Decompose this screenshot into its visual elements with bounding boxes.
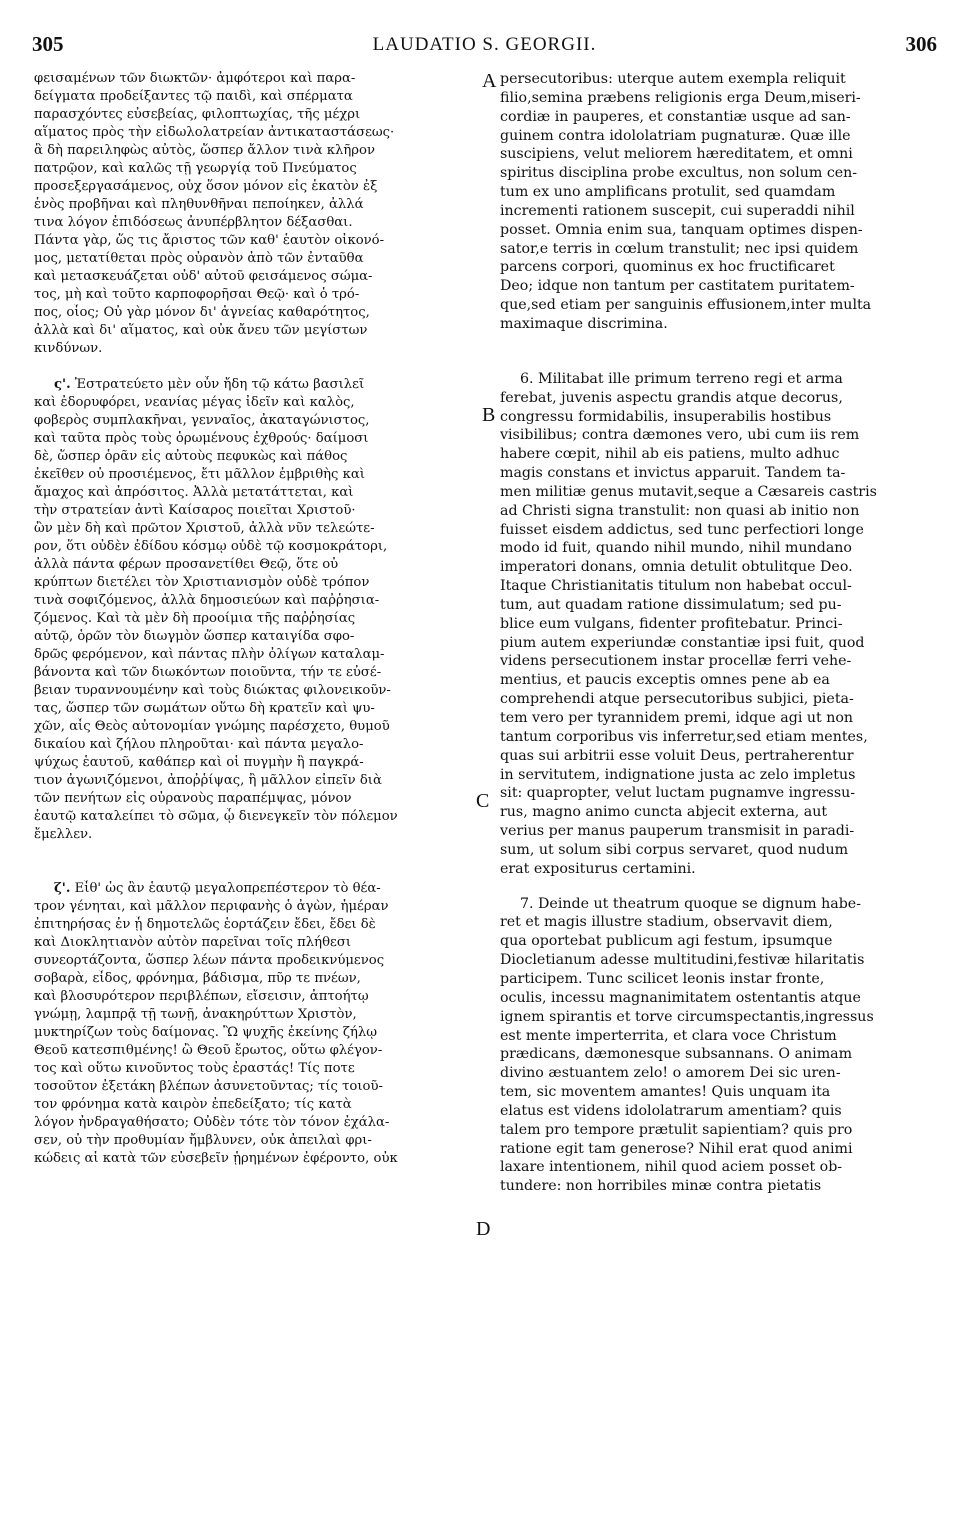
text-line: δείγματα προδείξαντες τῷ παιδὶ, καὶ σπέρματα [34,89,353,104]
text-line: τρον γένηται, καὶ μᾶλλον περιφανὴς ὁ ἀγὼν, ἡμέραν [34,899,389,914]
text-line: tem, sic moventem amantes! Quis unquam ita [500,1084,831,1101]
greek-paragraph-6 [34,376,489,844]
text-line: σεν, οὐ τὴν προθυμίαν ἤμβλυνεν, οὐκ ἀπειλαὶ φρι- [34,1133,372,1148]
latin-paragraph-7 [500,895,940,1197]
text-line: cordiæ in pauperes, et constantiæ usque ad san- [500,108,851,125]
section-number: ζ'. [54,881,71,896]
text-line: προσεξεργασάμενος, οὐχ ὅσον μόνον εἰς ἑκατὸν ἐξ [34,179,378,194]
text-line: τον φρόνημα κατὰ καιρὸν ἐπεδείξατο; τίς κατὰ [34,1097,352,1112]
text-line: ignem spirantis et torve circumspectantis,ingressus [500,1008,874,1025]
right-page-number: 306 [905,32,937,56]
greek-paragraph-1 [34,70,489,358]
text-line: sator,e terris in cœlum transtulit; nec ipsi quidem [500,240,859,257]
text-line: βειαν τυραννουμένην καὶ τοὺς διώκτας φιλονεικοῦν- [34,683,391,698]
text-line: sum, ut solum sibi corpus servaret, quod nudum [500,841,849,858]
text-line: συνεορτάζοντα, ὥσπερ λέων πάντα προδεικνύμενος [34,953,385,968]
text-line: φοβερὸς συμπλακῆναι, γενναῖος, ἀκαταγώνιστος, [34,413,370,428]
text-line: κώδεις αἱ κατὰ τῶν εὐσεβεῖν ᾑρημένων ἐφέροντο, οὐκ [34,1151,398,1166]
text-line [34,880,489,898]
text-line: ἀλλὰ πάντα φέρων προσανετίθει Θεῷ, ὅτε οὐ [34,557,339,572]
text-line: rus, magno animo cuncta abjecit externa, aut [500,804,828,821]
text-line: tantum corporibus vis inferretur,sed etiam mentes, [500,728,868,745]
text-line: ἄμαχος καὶ ἀπρόσιτος. Ἀλλὰ μετατάττεται, καὶ [34,485,354,500]
text-line: tundere: non horribiles minæ contra pietatis [500,1178,822,1195]
text-line: oculis, incessu magnanimitatem ostentantis atque [500,989,861,1006]
text-line: talem pro tempore prætulit sapientiam? quis pro [500,1121,853,1138]
text-line: ὢν μὲν δὴ καὶ πρῶτον Χριστοῦ, ἀλλὰ νῦν τελεώτε- [34,521,375,536]
section-number: ς'. [54,377,71,392]
text-line-content: Εἶθ' ὡς ἂν ἑαυτῷ μεγαλοπρεπέστερον τὸ θέα- [74,881,381,896]
text-line: prædicans, dæmonesque subsannans. O animam [500,1046,853,1063]
text-line: laxare intentionem, nihil quod aciem posset ob- [500,1159,843,1176]
text-line: μος, μετατίθεται πρὸς οὐρανὸν ἀπὸ τῶν ἐνταῦθα [34,251,364,266]
text-line: βάνοντα καὶ τῶν διωκόντων ποιοῦντα, τήν τε εὐσέ- [34,665,382,680]
text-line: tum, aut quadam ratione dissimulatum; sed pu- [500,596,842,613]
text-line: τινὰ σοφιζόμενος, ἀλλὰ δημοσιεύων καὶ παῤῥησια- [34,593,380,608]
text-line: fuisset eisdem addictus, sed tunc perfectiori longe [500,521,864,538]
text-line: sit: quapropter, velut luctam pugnamve ingressu- [500,785,856,802]
text-line-content: Ἐστρατεύετο μὲν οὖν ἤδη τῷ κάτω βασιλεῖ [74,377,365,392]
text-line: ζόμενος. Καὶ τὰ μὲν δὴ προοίμια τῆς παῤῥησίας [34,611,356,626]
text-line: αἵματος πρὸς τὴν εἰδωλολατρείαν ἀντικαταστάσεως· [34,125,395,140]
text-line: τινα λόγον ἐπιδόσεως ἀνυπέρβλητον δέξασθαι. [34,215,353,230]
text-line: mentius, et paucis exceptis omnes pene ab ea [500,672,830,689]
text-line: incrementi rationem suscepit, cui superaddi nihil [500,202,855,219]
running-title: LAUDATIO S. GEORGII. [372,34,597,55]
text-line: λόγον ἠνδραγαθήσατο; Οὐδὲν τότε τὸν τόνον ἐχάλα- [34,1115,390,1130]
text-line: ferebat, juvenis aspectu grandis atque decorus, [500,389,843,406]
text-line: comprehendi atque persecutoribus subjici, pieta- [500,691,854,708]
text-line: Πάντα γὰρ, ὥς τις ἄριστος τῶν καθ' ἑαυτὸν οἰκονό- [34,233,385,248]
greek-column [34,70,489,1168]
text-line: ἃ δὴ παρειληφὼς αὐτὸς, ὥσπερ ἄλλον τινὰ κλῆρον [34,143,375,158]
text-line: in servitutem, indignatione justa ac zelo impletus [500,766,856,783]
text-line: καὶ Διοκλητιανὸν αὐτὸν παρεῖναι τοῖς πλήθεσι [34,935,352,950]
latin-paragraph-1 [500,70,940,334]
text-line: est mente imperterrita, et clara voce Christum [500,1027,837,1044]
text-line: τος, μὴ καὶ τοῦτο καρποφορῆσαι Θεῷ· καὶ ὁ τρό- [34,287,360,302]
margin-marker-d: D [476,1218,491,1240]
text-line: qua oportebat publicum agi festum, ipsumque [500,933,833,950]
text-line: κρύπτων διετέλει τὸν Χριστιανισμὸν οὐδὲ τρόπον [34,575,370,590]
running-header [30,32,939,60]
text-line: pium autem experiundæ constantiæ ipsi fuit, quod [500,634,865,651]
text-line: τὴν στρατείαν ἀντὶ Καίσαρος ποιεῖται Χριστοῦ· [34,503,356,518]
text-line: καὶ ταῦτα πρὸς τοὺς ὁρωμένους ἐχθρούς· δαίμοσι [34,431,369,446]
text-line: τῶν πενήτων εἰς οὐρανοὺς παραπέμψας, μόνον [34,791,352,806]
text-line: αὐτῷ, ὁρῶν τὸν διωγμὸν ὥσπερ καταιγίδα σφο- [34,629,355,644]
latin-column [500,70,940,1196]
text-line: parcens corpori, quominus ex hoc fructificaret [500,259,835,276]
text-line: que,sed etiam per sanguinis effusionem,inter multa [500,297,872,314]
text-line: Deo; idque non tantum per castitatem puritatem- [500,278,855,295]
text-line: δικαίου καὶ ζήλου πληροῦται· καὶ πάντα μεγαλο- [34,737,364,752]
text-line: tem vero per tyrannidem premi, idque agi ut non [500,710,854,726]
text-line: filio,semina præbens religionis erga Deum,miseri- [500,89,861,106]
text-line: ἀλλὰ καὶ δι' αἵματος, καὶ οὐκ ἄνευ τῶν μεγίστων [34,323,368,338]
text-line: men militiæ genus mutavit,seque a Cæsareis castris [500,483,877,500]
text-line: χῶν, αἷς Θεὸς αὐτονομίαν γνώμης παρέσχετο, θυμοῦ [34,719,390,734]
text-line: ret et magis illustre stadium, observavit diem, [500,914,833,931]
text-line: τας, ὥσπερ τῶν σωμάτων οὕτω δὴ κρατεῖν καὶ ψυ- [34,701,375,716]
text-line: Θεοῦ κατεσπιθμένης! ὢ Θεοῦ ἔρωτος, οὕτω φλέγον- [34,1043,383,1058]
text-line: elatus est videns idololatrarum amentiam? quis [500,1102,842,1119]
text-line: guinem contra idololatriam pugnaturæ. Quæ ille [500,127,851,144]
text-line: γνώμῃ, λαμπρᾷ τῇ τωνῇ, ἀνακηρύττων Χριστὸν, [34,1007,357,1022]
margin-marker-b: B [482,404,496,426]
text-line: πος, οἷος; Οὐ γὰρ μόνον δι' ἁγνείας καθαρότητος, [34,305,370,320]
text-line: verius per manus pauperum transmisit in paradi- [500,823,855,840]
text-line [34,376,489,394]
text-line: tum ex uno amplificans protulit, sed quamdam [500,184,836,201]
greek-paragraph-7 [34,880,489,1168]
text-line: μυκτηρίζων τοὺς δαίμονας. Ὢ ψυχῆς ἐκείνης ζήλῳ [34,1025,378,1040]
text-line: videns persecutionem instar procellæ ferri vehe- [500,653,852,670]
text-line: habere cœpit, nihil ab eis patiens, multo adhuc [500,446,840,463]
text-line: quas sui arbitrii esse voluit Deus, pertraherentur [500,747,854,764]
text-line: ἐπιτηρήσας ἐν ᾗ δημοτελῶς ἑορτάζειν ἔδει, ἔδει δὲ [34,917,376,932]
margin-marker-c: C [476,790,490,812]
text-line: τοσοῦτον ἐξετάκη βλέπων ἀσυνετοῦντας; τίς τοιοῦ- [34,1079,383,1094]
text-line: ratione egit tam generose? Nihil erat quod animi [500,1140,853,1157]
text-line: φεισαμένων τῶν διωκτῶν· ἀμφότεροι καὶ παρα- [34,71,356,86]
text-line: visibilibus; contra dæmones vero, ubi cum iis rem [500,427,860,444]
text-line: πατρῷον, καὶ καλῶς τῇ γεωργίᾳ τοῦ Πνεύματος [34,161,357,176]
latin-paragraph-6 [500,370,940,879]
text-line: ἑνὸς προβῆναι καὶ πληθυνθῆναι πεποίηκεν, ἀλλά [34,197,364,212]
text-line: Diocletianum adesse multitudini,festivæ hilaritatis [500,952,865,969]
text-line: τος καὶ οὕτω κινοῦντος τοὺς ἐραστάς! Τίς ποτε [34,1061,355,1076]
text-line: ψύχως ἑαυτοῦ, καθάπερ καὶ οἱ πυγμὴν ἢ παγκρά- [34,755,364,770]
text-line: δρῶς φερόμενον, καὶ πάντας πλὴν ὀλίγων καταλαμ- [34,647,385,662]
text-line: 6. Militabat ille primum terreno regi et arma [520,370,843,387]
text-line: posset. Omnia enim sua, tanquam optimes dispen- [500,221,863,238]
text-line: maximaque discrimina. [500,315,668,332]
text-line: ἐκεῖθεν οὐ προσιέμενος, ἔτι μᾶλλον ἐμβριθὴς καὶ [34,467,365,482]
text-line: congressu formidabilis, insuperabilis hostibus [500,408,832,425]
text-line: 7. Deinde ut theatrum quoque se dignum habe- [520,895,861,912]
text-line: magis constans et invictus apparuit. Tandem ta- [500,465,846,482]
left-page-number: 305 [32,32,64,56]
text-line: blice eum vulgans, fidenter profitebatur. Princi- [500,615,843,632]
text-line: κινδύνων. [34,341,103,356]
text-line: persecutoribus: uterque autem exempla reliquit [500,71,846,87]
text-line: participem. Tunc scilicet leonis instar fronte, [500,970,825,987]
text-line: suscipiens, velut meliorem hæreditatem, et omni [500,146,853,163]
margin-marker-a: A [482,70,497,92]
text-line: divino æstuantem zelo! o amorem Dei sic uren- [500,1065,841,1082]
text-line: imperatori donans, omnia detulit obtulitque Deo. [500,559,853,576]
text-line: δὲ, ὥσπερ ὁρᾶν εἰς αὐτοὺς πεφυκὼς καὶ πάθος [34,449,348,464]
text-line: καὶ βλοσυρότερον περιβλέπων, εἴσεισιν, ἀπτοήτῳ [34,989,369,1004]
text-line: ἑαυτῷ καταλείπει τὸ σῶμα, ᾧ διενεγκεῖν τὸν πόλεμον [34,809,398,824]
text-line: παρασχόντες εὐσεβείας, φιλοπτωχίας, τῆς μέχρι [34,107,361,122]
text-line: modo id fuit, quando nihil mundo, nihil mundano [500,540,852,557]
text-line: καὶ μετασκευάζεται οὐδ' αὐτοῦ φεισάμενος σώμα- [34,269,373,284]
text-line: ad Christi signa transtulit: non quasi ab initio non [500,502,860,519]
text-line: τιον ἀγωνιζόμενοι, ἀποῤῥίψας, ἢ μᾶλλον εἰπεῖν διὰ [34,773,382,788]
text-line: spiritus disciplina probe excultus, non solum cen- [500,165,858,182]
text-line: Itaque Christianitatis titulum non habebat occul- [500,578,852,595]
text-line: καὶ ἐδορυφόρει, νεανίας μέγας ἰδεῖν καὶ καλὸς, [34,395,355,410]
text-line: ρον, ὅτι οὐδὲν ἐδίδου κόσμῳ οὐδὲ τῷ κοσμοκράτορι, [34,539,388,554]
text-line: σοβαρὰ, εἶδος, φρόνημα, βάδισμα, πῦρ τε πνέων, [34,971,361,986]
text-line: ἔμελλεν. [34,827,93,842]
text-line: erat expositurus certamini. [500,860,696,877]
